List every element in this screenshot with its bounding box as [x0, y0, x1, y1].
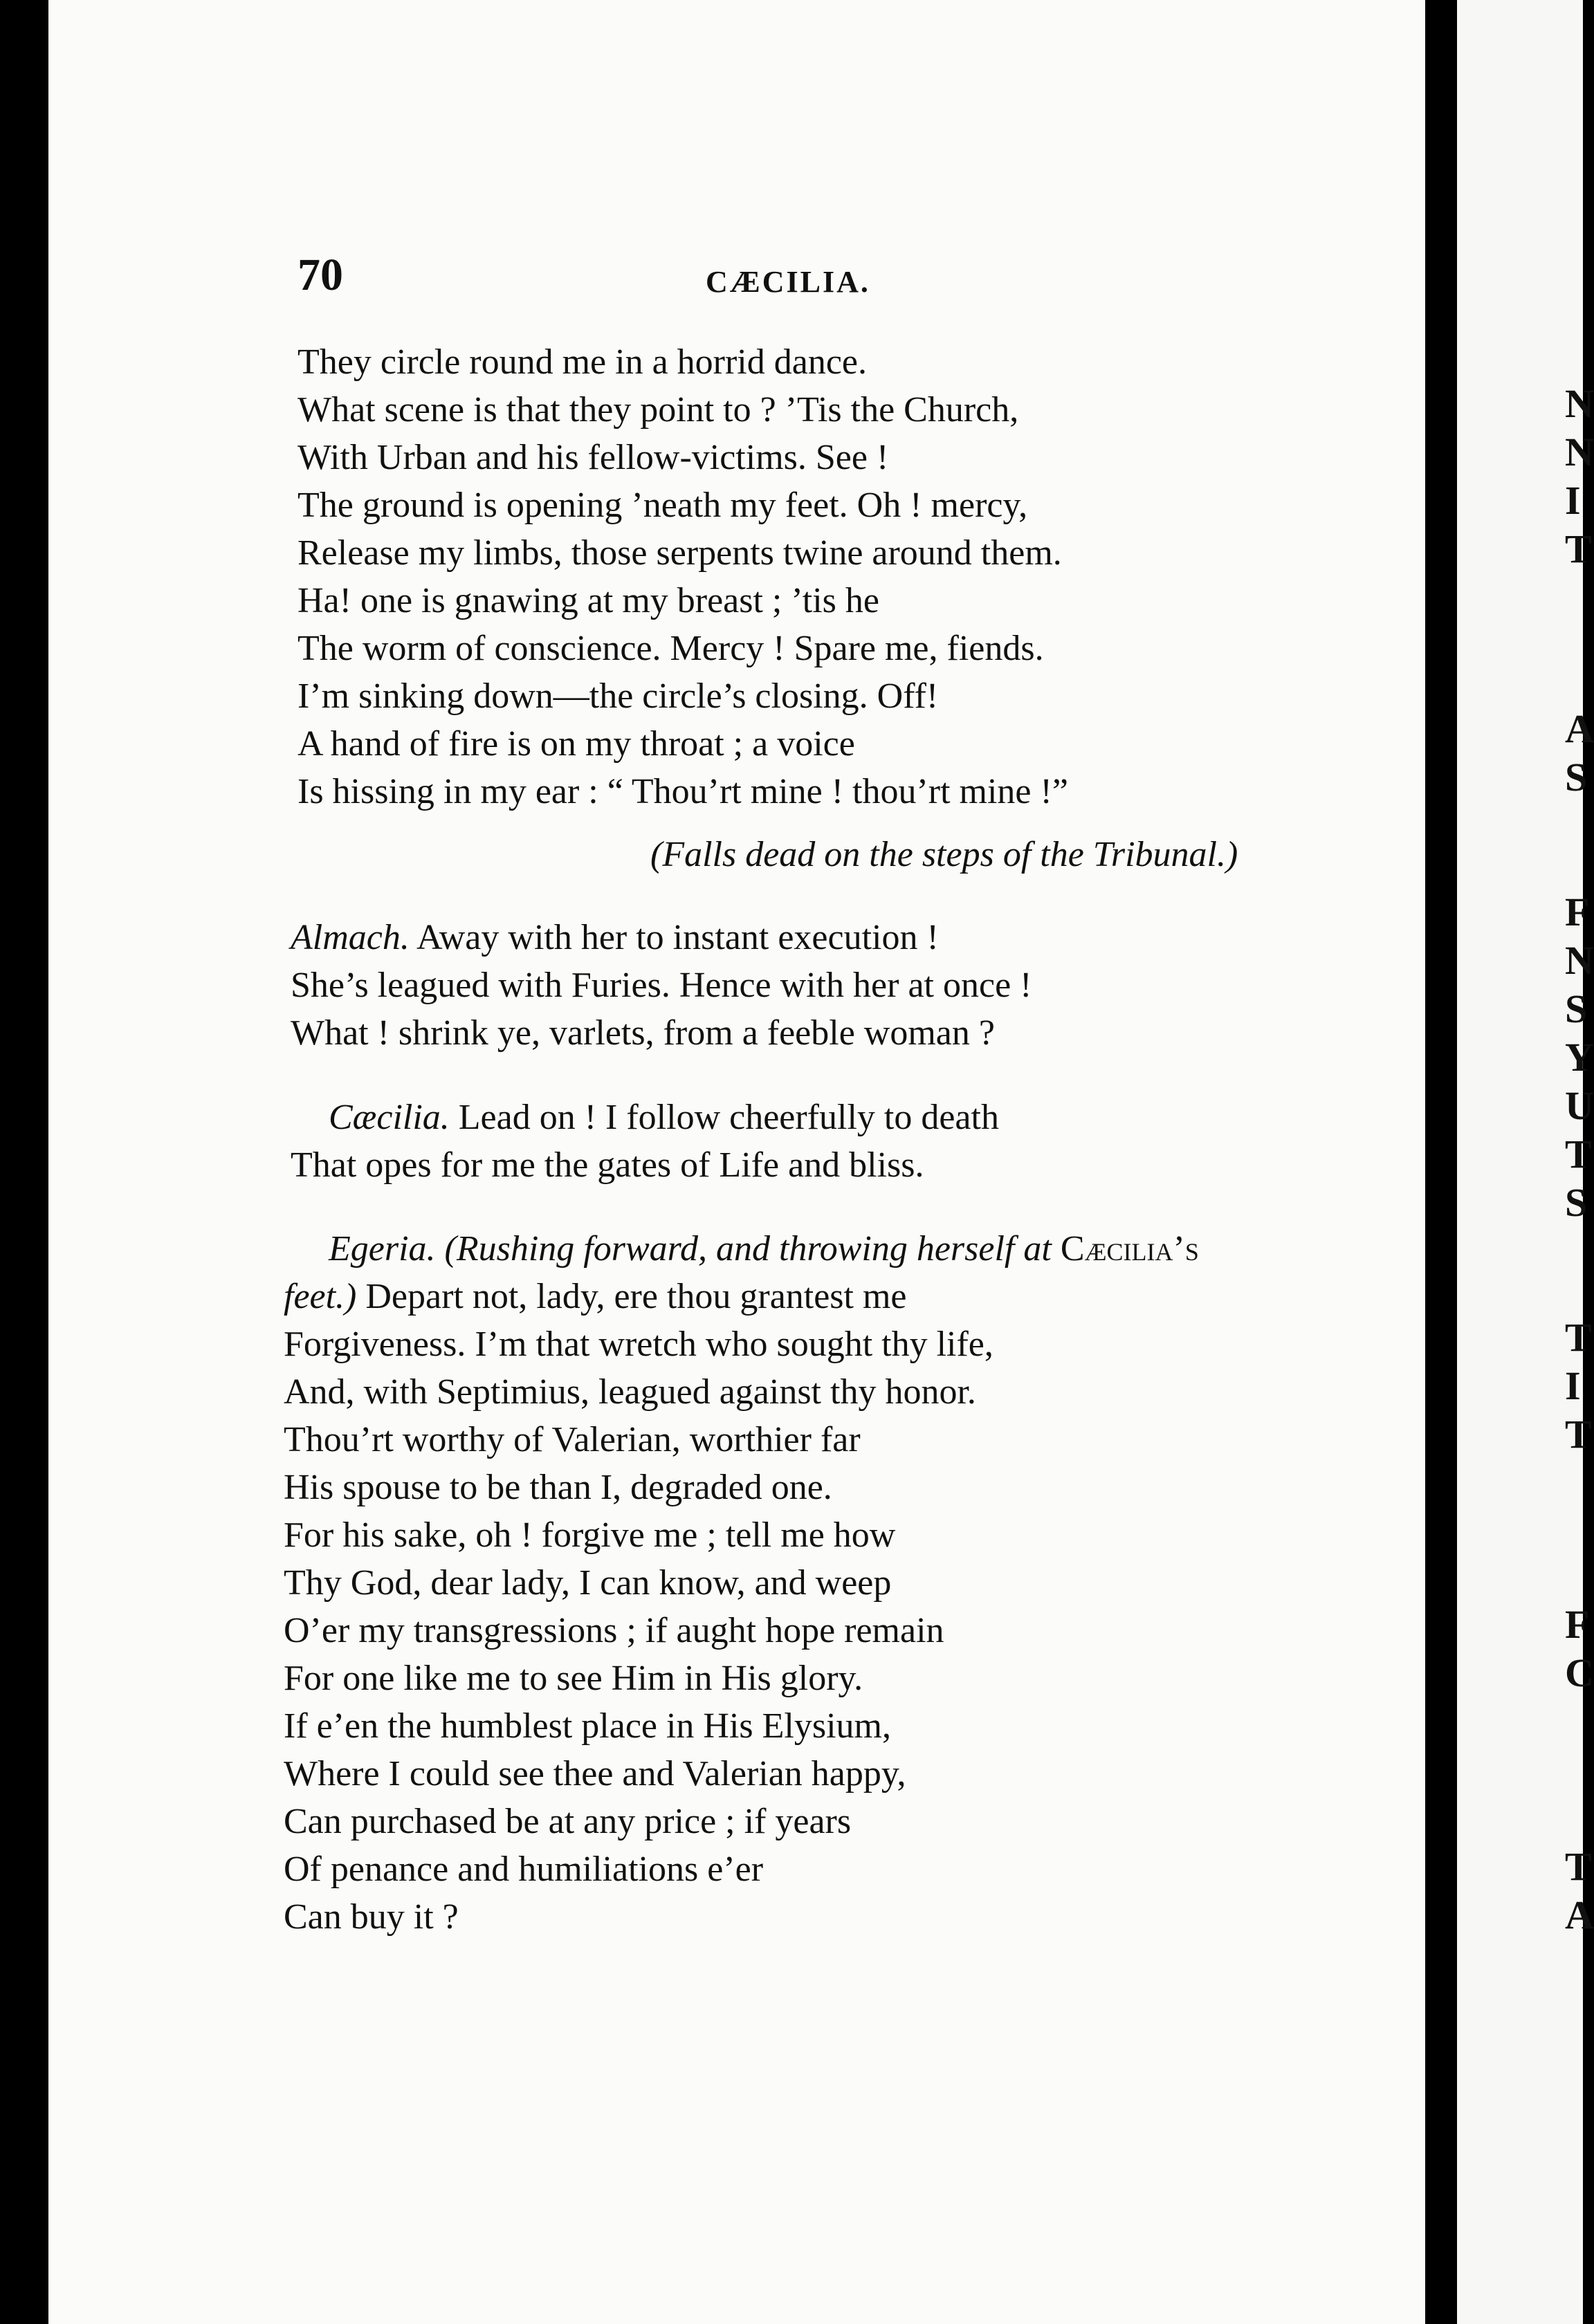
facing-page-letter: A: [1565, 1892, 1594, 1937]
stage-direction: (Rushing forward, and throwing herself at: [435, 1229, 1061, 1269]
verse-line: O’er my transgressions ; if aught hope remain: [284, 1611, 944, 1650]
verse-line: With Urban and his fellow-victims. See !: [297, 438, 889, 477]
facing-page-letter: C: [1565, 1650, 1594, 1695]
facing-page-letter: N: [1565, 381, 1594, 426]
facing-page-letter: N: [1565, 938, 1594, 983]
facing-page-letter: T: [1565, 1844, 1592, 1889]
page-gutter: [1425, 0, 1457, 2324]
verse-line: What ! shrink ye, varlets, from a feeble woman ?: [291, 1013, 995, 1053]
speaker-name: Egeria.: [329, 1229, 436, 1269]
verse-line: I’m sinking down—the circle’s closing. Off!: [297, 676, 939, 716]
facing-page-letter: S: [1565, 1180, 1588, 1225]
verse-line: What scene is that they point to ? ’Tis the Church,: [297, 390, 1019, 430]
facing-page-letter: T: [1565, 1315, 1592, 1360]
verse-line: And, with Septimius, leagued against thy honor.: [284, 1372, 976, 1412]
verse-line: That opes for me the gates of Life and bliss.: [291, 1145, 924, 1185]
verse-line: Where I could see thee and Valerian happy,: [284, 1754, 906, 1793]
facing-page-letter: T: [1565, 1132, 1592, 1177]
verse-line: Thou’rt worthy of Valerian, worthier far: [284, 1420, 861, 1459]
facing-page-letter: Y: [1565, 1035, 1594, 1080]
speech-line: [284, 1279, 907, 1315]
verse-line: The ground is opening ’neath my feet. Oh ! mercy,: [297, 486, 1028, 525]
verse-line: Is hissing in my ear : “ Thou’rt mine ! thou’rt mine !”: [297, 772, 1068, 811]
facing-page-letter: I: [1565, 478, 1581, 523]
speech-text: Lead on ! I follow cheerfully to death: [449, 1098, 999, 1137]
facing-page-letter: F: [1565, 889, 1590, 934]
facing-page-letter: T: [1565, 526, 1592, 571]
verse-line: His spouse to be than I, degraded one.: [284, 1468, 832, 1507]
verse-line: They circle round me in a horrid dance.: [297, 342, 867, 382]
facing-page-letter: N: [1565, 430, 1594, 474]
verse-line: Can purchased be at any price ; if years: [284, 1802, 852, 1841]
stage-direction: (Falls dead on the steps of the Tribunal.): [650, 835, 1238, 874]
facing-page-letter: F: [1565, 1602, 1590, 1647]
page-header: [297, 249, 1301, 304]
speech-text: Away with her to instant execution !: [409, 918, 939, 957]
facing-page-letter: A: [1565, 706, 1594, 751]
speech-line: [291, 920, 939, 956]
facing-page-letter: U: [1565, 1083, 1594, 1128]
facing-page-edge: [1457, 0, 1583, 2324]
running-title: CÆCILIA.: [706, 265, 870, 299]
verse-line: Forgiveness. I’m that wretch who sought thy life,: [284, 1325, 993, 1364]
verse-line: If e’en the humblest place in His Elysium,: [284, 1706, 892, 1746]
facing-page-letter: S: [1565, 755, 1588, 800]
speaker-name: Almach.: [291, 918, 410, 957]
scan-left-border: [0, 0, 48, 2324]
speech-line: [329, 1231, 1199, 1267]
verse-line: Can buy it ?: [284, 1897, 459, 1937]
facing-page-letter: I: [1565, 1363, 1581, 1408]
verse-line: The worm of conscience. Mercy ! Spare me, fiends.: [297, 629, 1044, 668]
page-number: 70: [297, 250, 343, 300]
verse-line: Thy God, dear lady, I can know, and weep: [284, 1563, 892, 1603]
speech-text: Depart not, lady, ere thou grantest me: [356, 1277, 907, 1316]
character-name: Cæcilia’s: [1060, 1229, 1199, 1269]
verse-line: A hand of fire is on my throat ; a voice: [297, 724, 855, 764]
verse-line: Of penance and humiliations e’er: [284, 1850, 764, 1889]
verse-line: For one like me to see Him in His glory.: [284, 1659, 863, 1698]
verse-line: Ha! one is gnawing at my breast ; ’tis he: [297, 581, 879, 620]
verse-line: For his sake, oh ! forgive me ; tell me how: [284, 1515, 896, 1555]
speech-line: [329, 1100, 999, 1136]
stage-direction: feet.): [284, 1277, 357, 1316]
facing-page-letter: S: [1565, 986, 1588, 1031]
verse-line: She’s leagued with Furies. Hence with her at once !: [291, 966, 1032, 1005]
facing-page-letter: T: [1565, 1412, 1592, 1457]
verse-line: Release my limbs, those serpents twine around them.: [297, 533, 1062, 573]
speaker-name: Cæcilia.: [329, 1098, 450, 1137]
